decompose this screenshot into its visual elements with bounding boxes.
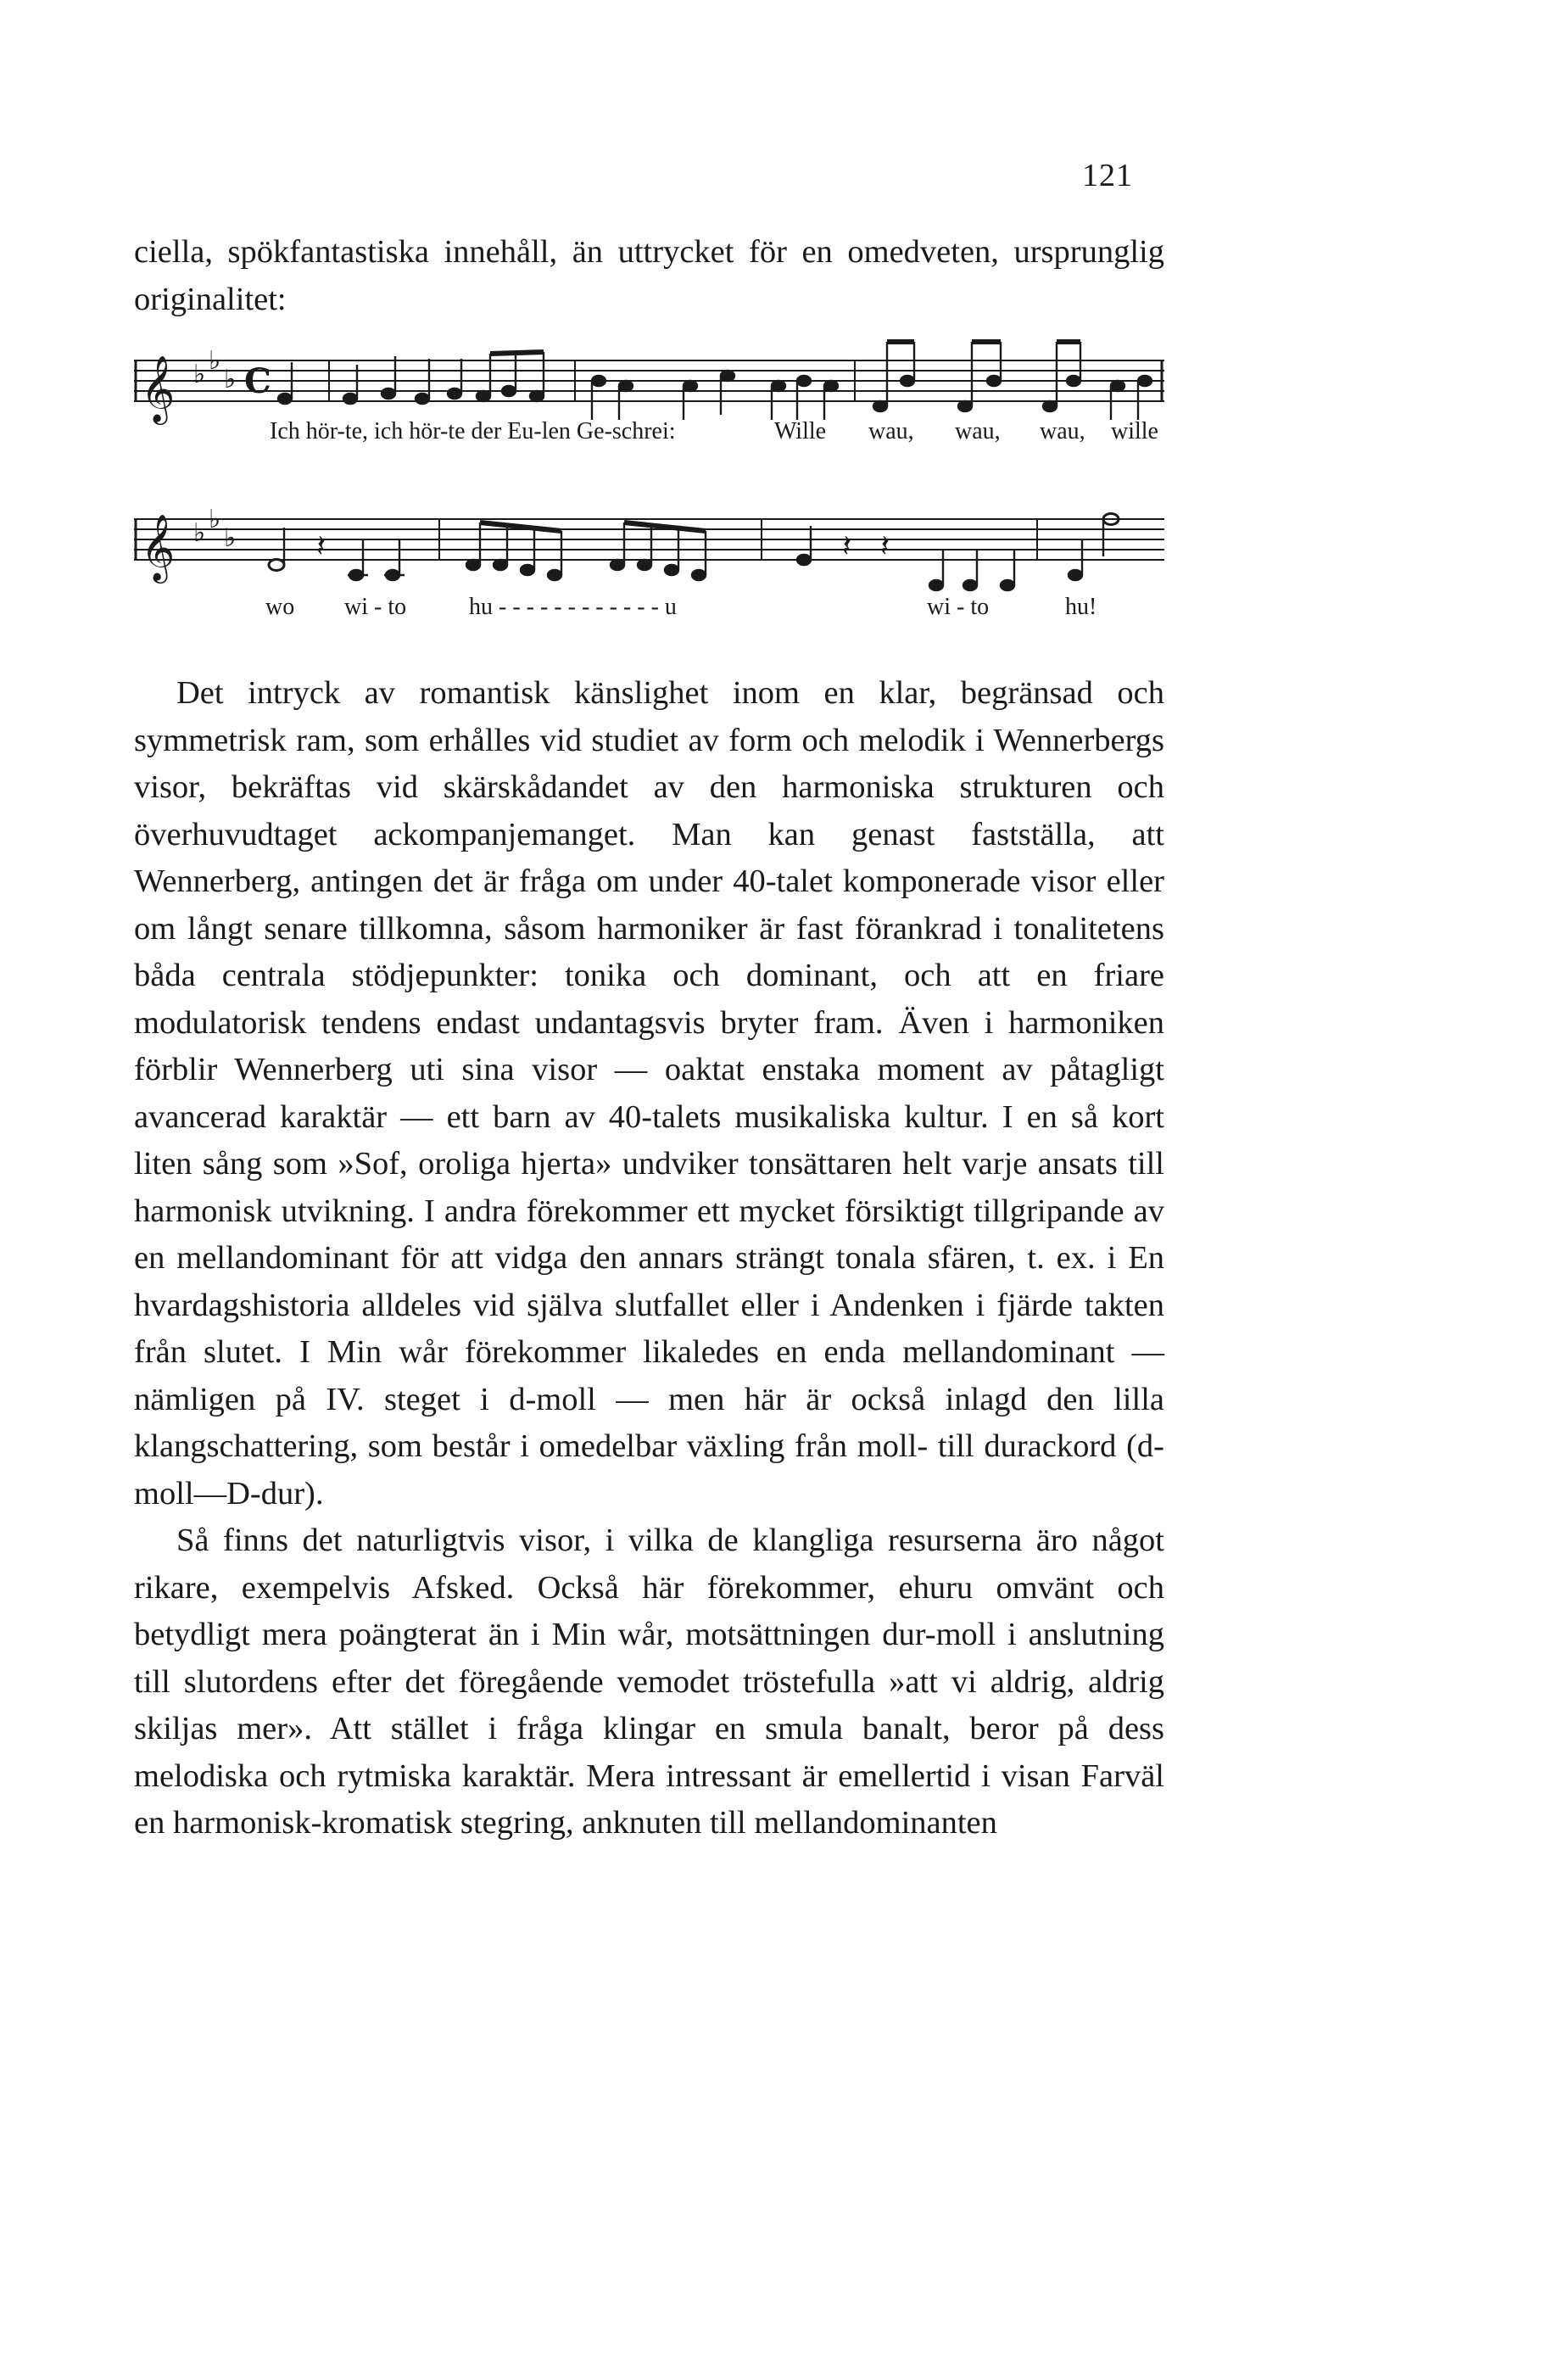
note-head (1001, 580, 1014, 590)
quarter-rest-icon: 𝄽 (880, 529, 890, 564)
note-head (448, 388, 461, 399)
note-head (343, 394, 357, 404)
note-head (1138, 376, 1152, 386)
lyric-s1-d: wau, (955, 418, 1001, 444)
music-system-2 (134, 494, 1164, 638)
note-head (619, 381, 633, 391)
flat-sign-icon: ♭ (209, 505, 221, 534)
treble-clef-icon: 𝄞 (141, 355, 176, 422)
intro-paragraph: ciella, spökfantastiska innehåll, än uttrycket för en omedveten, ursprunglig originalitet: (134, 234, 1164, 317)
paragraph-2: Så finns det naturligtvis visor, i vilka de klangliga resurserna äro något rikare, exempelvis Afsked. Också här förekommer, ehuru omvänt och betydligt mera poängterat än i Min wår, motsättningen dur-moll i anslutning till slutordens efter det föregående vemodet tröstefulla »att vi aldrig, aldrig skiljas mer». Att stället i fråga klingar en smula banalt, beror på dess melodiska och rytmiska karaktär. Mera intressant är emellertid i visan Farväl en harmonisk-kromatisk stegring, anknuten till mellandominanten (134, 1523, 1164, 1841)
note-head (611, 560, 624, 570)
note-head (692, 570, 706, 580)
note-head (721, 371, 734, 381)
flat-sign-icon: ♭ (209, 346, 221, 376)
note-head (530, 391, 544, 401)
lyric-s2-c: hu - - - - - - - - - - - - u (469, 594, 677, 620)
lyric-s1-b: Wille (774, 418, 827, 444)
note-head (521, 565, 534, 575)
note-head (929, 580, 943, 590)
quarter-rest-icon: 𝄽 (316, 529, 326, 564)
note-head (416, 394, 429, 404)
flat-sign-icon: ♭ (224, 365, 237, 394)
page-number: 121 (1082, 158, 1133, 193)
note-head (1067, 376, 1080, 386)
note-head (665, 565, 678, 575)
note-head (548, 570, 561, 580)
note-head (901, 376, 914, 386)
quarter-rest-icon: 𝄽 (842, 529, 852, 564)
flat-sign-icon: ♭ (193, 518, 206, 548)
time-signature-icon: C (244, 361, 271, 401)
note-head (592, 376, 605, 386)
lyric-s1-f: wille (1111, 418, 1158, 444)
note-head (1069, 570, 1082, 580)
note-head (502, 386, 516, 396)
body-text (134, 670, 1164, 1847)
note-head (873, 401, 887, 411)
music-system-1 (134, 335, 1164, 471)
note-head (797, 376, 811, 386)
note-head (466, 560, 480, 570)
note-head (1111, 381, 1124, 391)
lyric-s2-e: hu! (1065, 594, 1097, 620)
note-head (477, 391, 490, 401)
flat-sign-icon: ♭ (193, 360, 206, 389)
note-head (494, 560, 507, 570)
note-head (382, 388, 395, 399)
note-head (824, 381, 838, 391)
note-head (1043, 401, 1057, 411)
note-head (772, 381, 785, 391)
lyric-s2-b: wi - to (344, 594, 407, 620)
note-head (963, 580, 977, 590)
note-head (638, 560, 651, 570)
note-head (797, 555, 811, 565)
lyric-s1-c: wau, (868, 418, 914, 444)
note-head (684, 381, 697, 391)
lyric-s2-a: wo (265, 594, 295, 620)
note-head (987, 376, 1001, 386)
note-head (278, 394, 292, 404)
lyric-s2-d: wi - to (927, 594, 990, 620)
note-head (958, 401, 972, 411)
paragraph-1: Det intryck av romantisk känslighet inom en klar, begränsad och symmetrisk ram, som erhålles vid studiet av form och melodik i Wennerbergs visor, bekräftas vid skärskådandet av den harmoniska strukturen och överhuvudtaget ackompanjemanget. Man kan genast fastställa, att Wennerberg, antingen det är fråga om under 40-talet komponerade visor eller om långt senare tillkomna, såsom harmoniker är fast förankrad i tonalitetens båda centrala stödjepunkter: tonika och dominant, och att en friare modulatorisk tendens endast undantagsvis bryter fram. Även i harmoniken förblir Wennerberg uti sina visor — oaktat enstaka moment av påtagligt avancerad karaktär — ett barn av 40-talets musikaliska kultur. I en så kort liten sång som »Sof, oroliga hjerta» undviker tonsättaren helt varje ansats till harmonisk utvikning. I andra förekommer ett mycket försiktigt tillgripande av en mellandominant för att vidga den annars strängt tonala sfären, t. ex. i En hvardagshistoria alldeles vid själva slutfallet eller i Andenken i fjärde takten från slutet. I Min wår förekommer likaledes en enda mellandominant — nämligen på IV. steget i d-moll — men här är också inlagd den lilla klangschattering, som består i omedelbar växling från moll- till durackord (d-moll—D-dur). (134, 675, 1164, 1511)
treble-clef-icon: 𝄞 (141, 514, 176, 581)
lyric-s1-a: Ich hör-te, ich hör-te der Eu-len Ge-schrei: (270, 418, 676, 444)
staff-2-svg (134, 494, 1164, 595)
lyric-s1-e: wau, (1040, 418, 1085, 444)
half-note-head (269, 560, 284, 571)
flat-sign-icon: ♭ (224, 523, 237, 553)
